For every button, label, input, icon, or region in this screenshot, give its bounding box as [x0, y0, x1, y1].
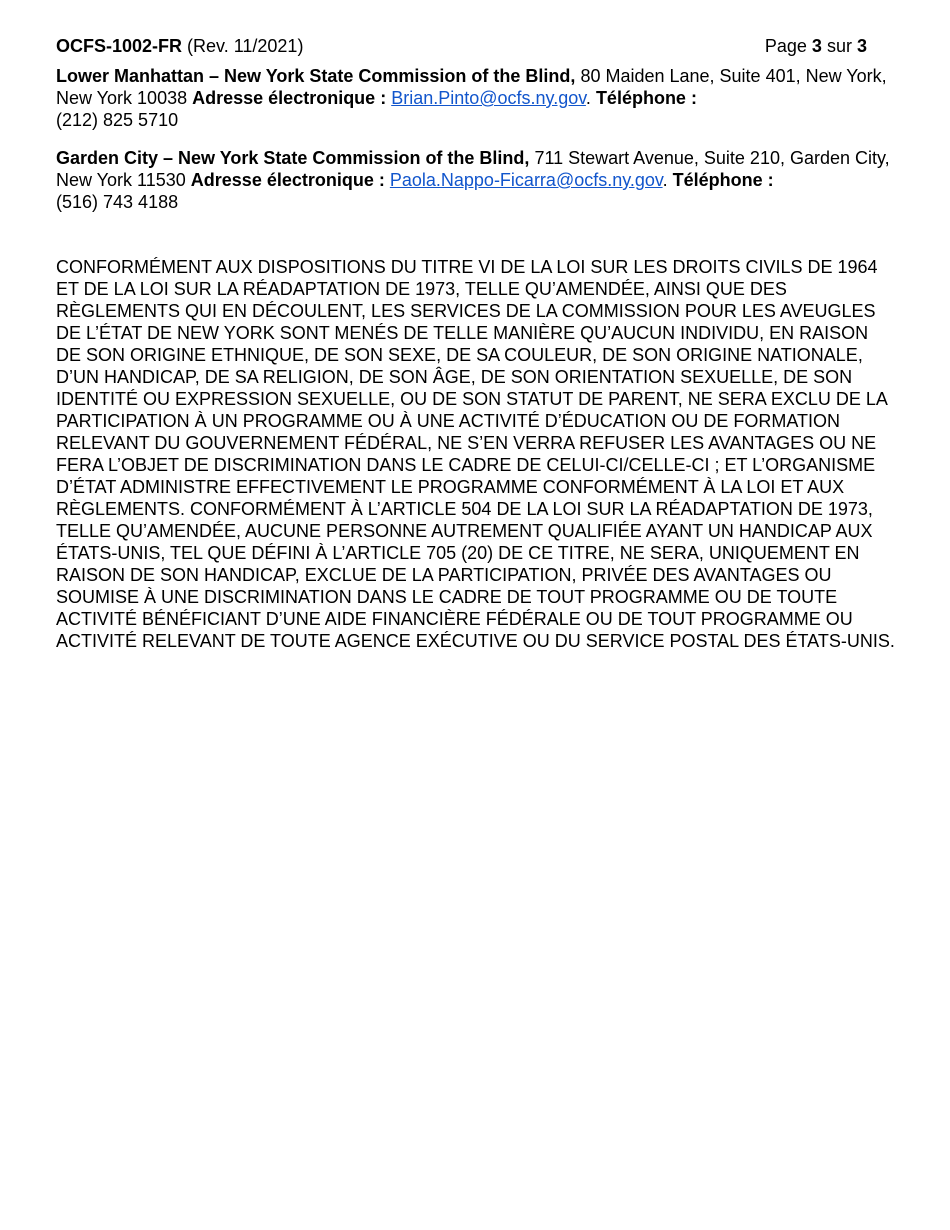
email-trailing: . — [662, 170, 668, 190]
document-page — [56, 35, 896, 670]
office-name: Garden City – New York State Commission of the Blind, — [56, 148, 530, 168]
email-link[interactable]: Brian.Pinto@ocfs.ny.gov — [391, 88, 586, 108]
email-trailing: . — [585, 88, 591, 108]
page-prefix: Page — [764, 36, 807, 56]
phone-label: Téléphone : — [672, 170, 774, 190]
phone-label: Téléphone : — [595, 88, 697, 108]
page-total: 3 — [856, 36, 867, 56]
email-label: Adresse électronique : — [190, 170, 385, 190]
phone-number: (516) 743 4188 — [56, 192, 179, 212]
email-label: Adresse électronique : — [192, 88, 387, 108]
form-revision: (Rev. 11/2021) — [187, 36, 304, 56]
office-address: 711 Stewart Avenue, Suite 210, Garden City, New York 11530 — [56, 148, 890, 190]
page-current: 3 — [811, 36, 822, 56]
form-code: OCFS-1002-FR — [56, 36, 183, 56]
page-number — [765, 35, 867, 57]
office-name: Lower Manhattan – New York State Commission of the Blind, — [56, 66, 576, 86]
office-garden-city — [56, 147, 896, 213]
page-header — [56, 35, 867, 57]
office-lower-manhattan — [56, 65, 896, 131]
form-identifier — [56, 35, 303, 57]
phone-number: (212) 825 5710 — [56, 110, 179, 130]
office-address: 80 Maiden Lane, Suite 401, New York, New York 10038 — [56, 66, 887, 108]
nondiscrimination-notice: CONFORMÉMENT AUX DISPOSITIONS DU TITRE VI DE LA LOI SUR LES DROITS CIVILS DE 1964 ET DE LA LOI SUR LA RÉADAPTATION DE 1973, TELLE QU’AMENDÉE, AINSI QUE DES RÈGLEMENTS QUI EN DÉCOULENT, LES SERVICES DE LA COMMISSION POUR LES AVEUGLES DE L’ÉTAT DE NEW YORK SONT MENÉS DE TELLE MANIÈRE QU’AUCUN INDIVIDU, EN RAISON DE SON ORIGINE ETHNIQUE, DE SON SEXE, DE SA COULEUR, DE SON ORIGINE NATIONALE, D’UN HANDICAP, DE SA RELIGION, DE SON ÂGE, DE SON ORIENTATION SEXUELLE, DE SON IDENTITÉ OU EXPRESSION SEXUELLE, OU DE SON STATUT DE PARENT, NE SERA EXCLU DE LA PARTICIPATION À UN PROGRAMME OU À UNE ACTIVITÉ D’ÉDUCATION OU DE FORMATION RELEVANT DU GOUVERNEMENT FÉDÉRAL, NE S’EN VERRA REFUSER LES AVANTAGES OU NE FERA L’OBJET DE DISCRIMINATION DANS LE CADRE DE CELUI-CI/CELLE-CI ; ET L’ORGANISME D’ÉTAT ADMINISTRE EFFECTIVEMENT LE PROGRAMME CONFORMÉMENT À LA LOI ET AUX RÈGLEMENTS. CONFORMÉMENT À L’ARTICLE 504 DE LA LOI SUR LA RÉADAPTATION DE 1973, TELLE QU’AMENDÉE, AUCUNE PERSONNE AUTREMENT QUALIFIÉE AYANT UN HANDICAP AUX ÉTATS-UNIS, TEL QUE DÉFINI À L’ARTICLE 705 (20) DE CE TITRE, NE SERA, UNIQUEMENT EN RAISON DE SON HANDICAP, EXCLUE DE LA PARTICIPATION, PRIVÉE DES AVANTAGES OU SOUMISE À UNE DISCRIMINATION DANS LE CADRE DE TOUT PROGRAMME OU DE TOUTE ACTIVITÉ BÉNÉFICIANT D’UNE AIDE FINANCIÈRE FÉDÉRALE OU DE TOUT PROGRAMME OU ACTIVITÉ RELEVANT DE TOUTE AGENCE EXÉCUTIVE OU DU SERVICE POSTAL DES ÉTATS-UNIS. — [56, 257, 895, 651]
page-separator: sur — [826, 36, 852, 56]
email-link[interactable]: Paola.Nappo-Ficarra@ocfs.ny.gov — [389, 170, 663, 190]
